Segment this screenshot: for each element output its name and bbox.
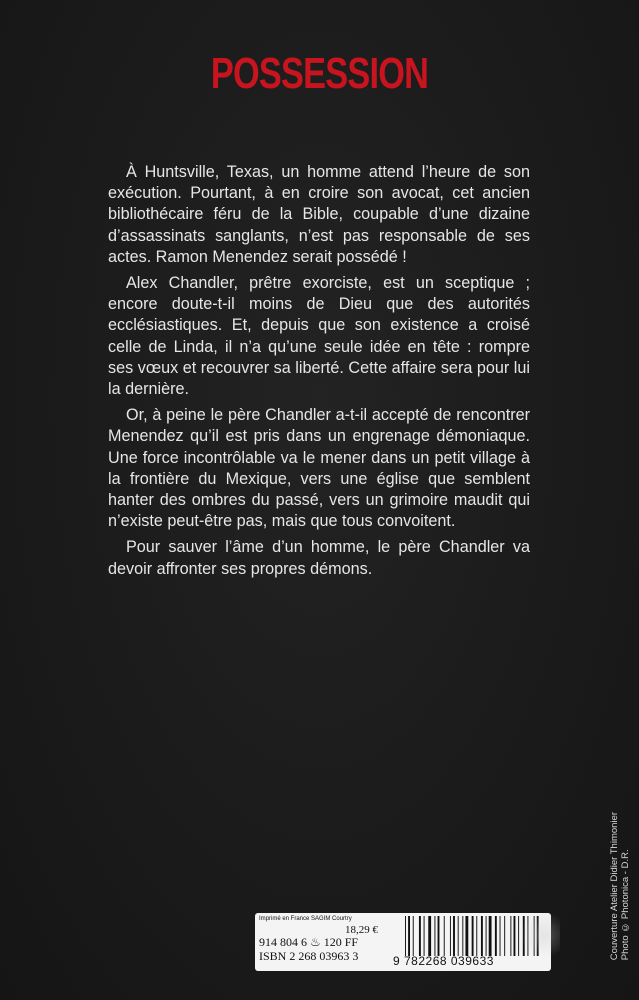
ean-digits: 9 782268 039633 [393,954,494,968]
credit-design: Couverture Atelier Didier Thimonier [609,811,620,960]
cover-credits [609,812,631,960]
printer-line: Imprimé en France SAGIM Courtry [259,916,352,922]
blurb-text [108,162,530,580]
blurb-paragraph-3: Or, à peine le père Chandler a-t-il accepté de rencontrer Menendez qu’il est pris dans un engrenage démoniaque. Une force incontrôlable va le mener dans un petit village à la frontière du Mexique, vers une église que semblent hanter des ombres du passé, vers un grimoire maudit qui n’existe peut-être pas, mais que tous convoitent. [108,406,530,531]
isbn-line: ISBN 2 268 03963 3 [259,949,359,963]
blurb-paragraph-4: Pour sauver l’âme d’un homme, le père Chandler va devoir affronter ses propres démons. [108,538,530,578]
product-code-line: 914 804 6 ♨ 120 FF [259,935,359,949]
cover-scuff-mark [520,912,560,958]
price-euro: 18,29 € [345,924,378,936]
blurb-paragraph-2: Alex Chandler, prêtre exorciste, est un sceptique ; encore doute-t-il moins de Dieu que des autorités ecclésiastiques. Et, depuis que son existence a croisé celle de Linda, il n’a qu’une seule idée en tête : rompre ses vœux et recouvrer sa liberté. Cette affaire sera pour lui la dernière. [108,274,530,399]
barcode-label [255,913,551,971]
blurb-paragraph-1: À Huntsville, Texas, un homme attend l’heure de son exécution. Pourtant, à en croire son avocat, cet ancien bibliothécaire féru de la Bible, coupable d’une dizaine d’assassinats sanglants, n’est pas responsable de ses actes. Ramon Menendez serait possédé ! [108,163,530,266]
book-title: POSSESSION [210,49,429,98]
barcode-info [259,916,389,963]
credit-photo: Photo © Photonica - D.R. [620,849,631,960]
